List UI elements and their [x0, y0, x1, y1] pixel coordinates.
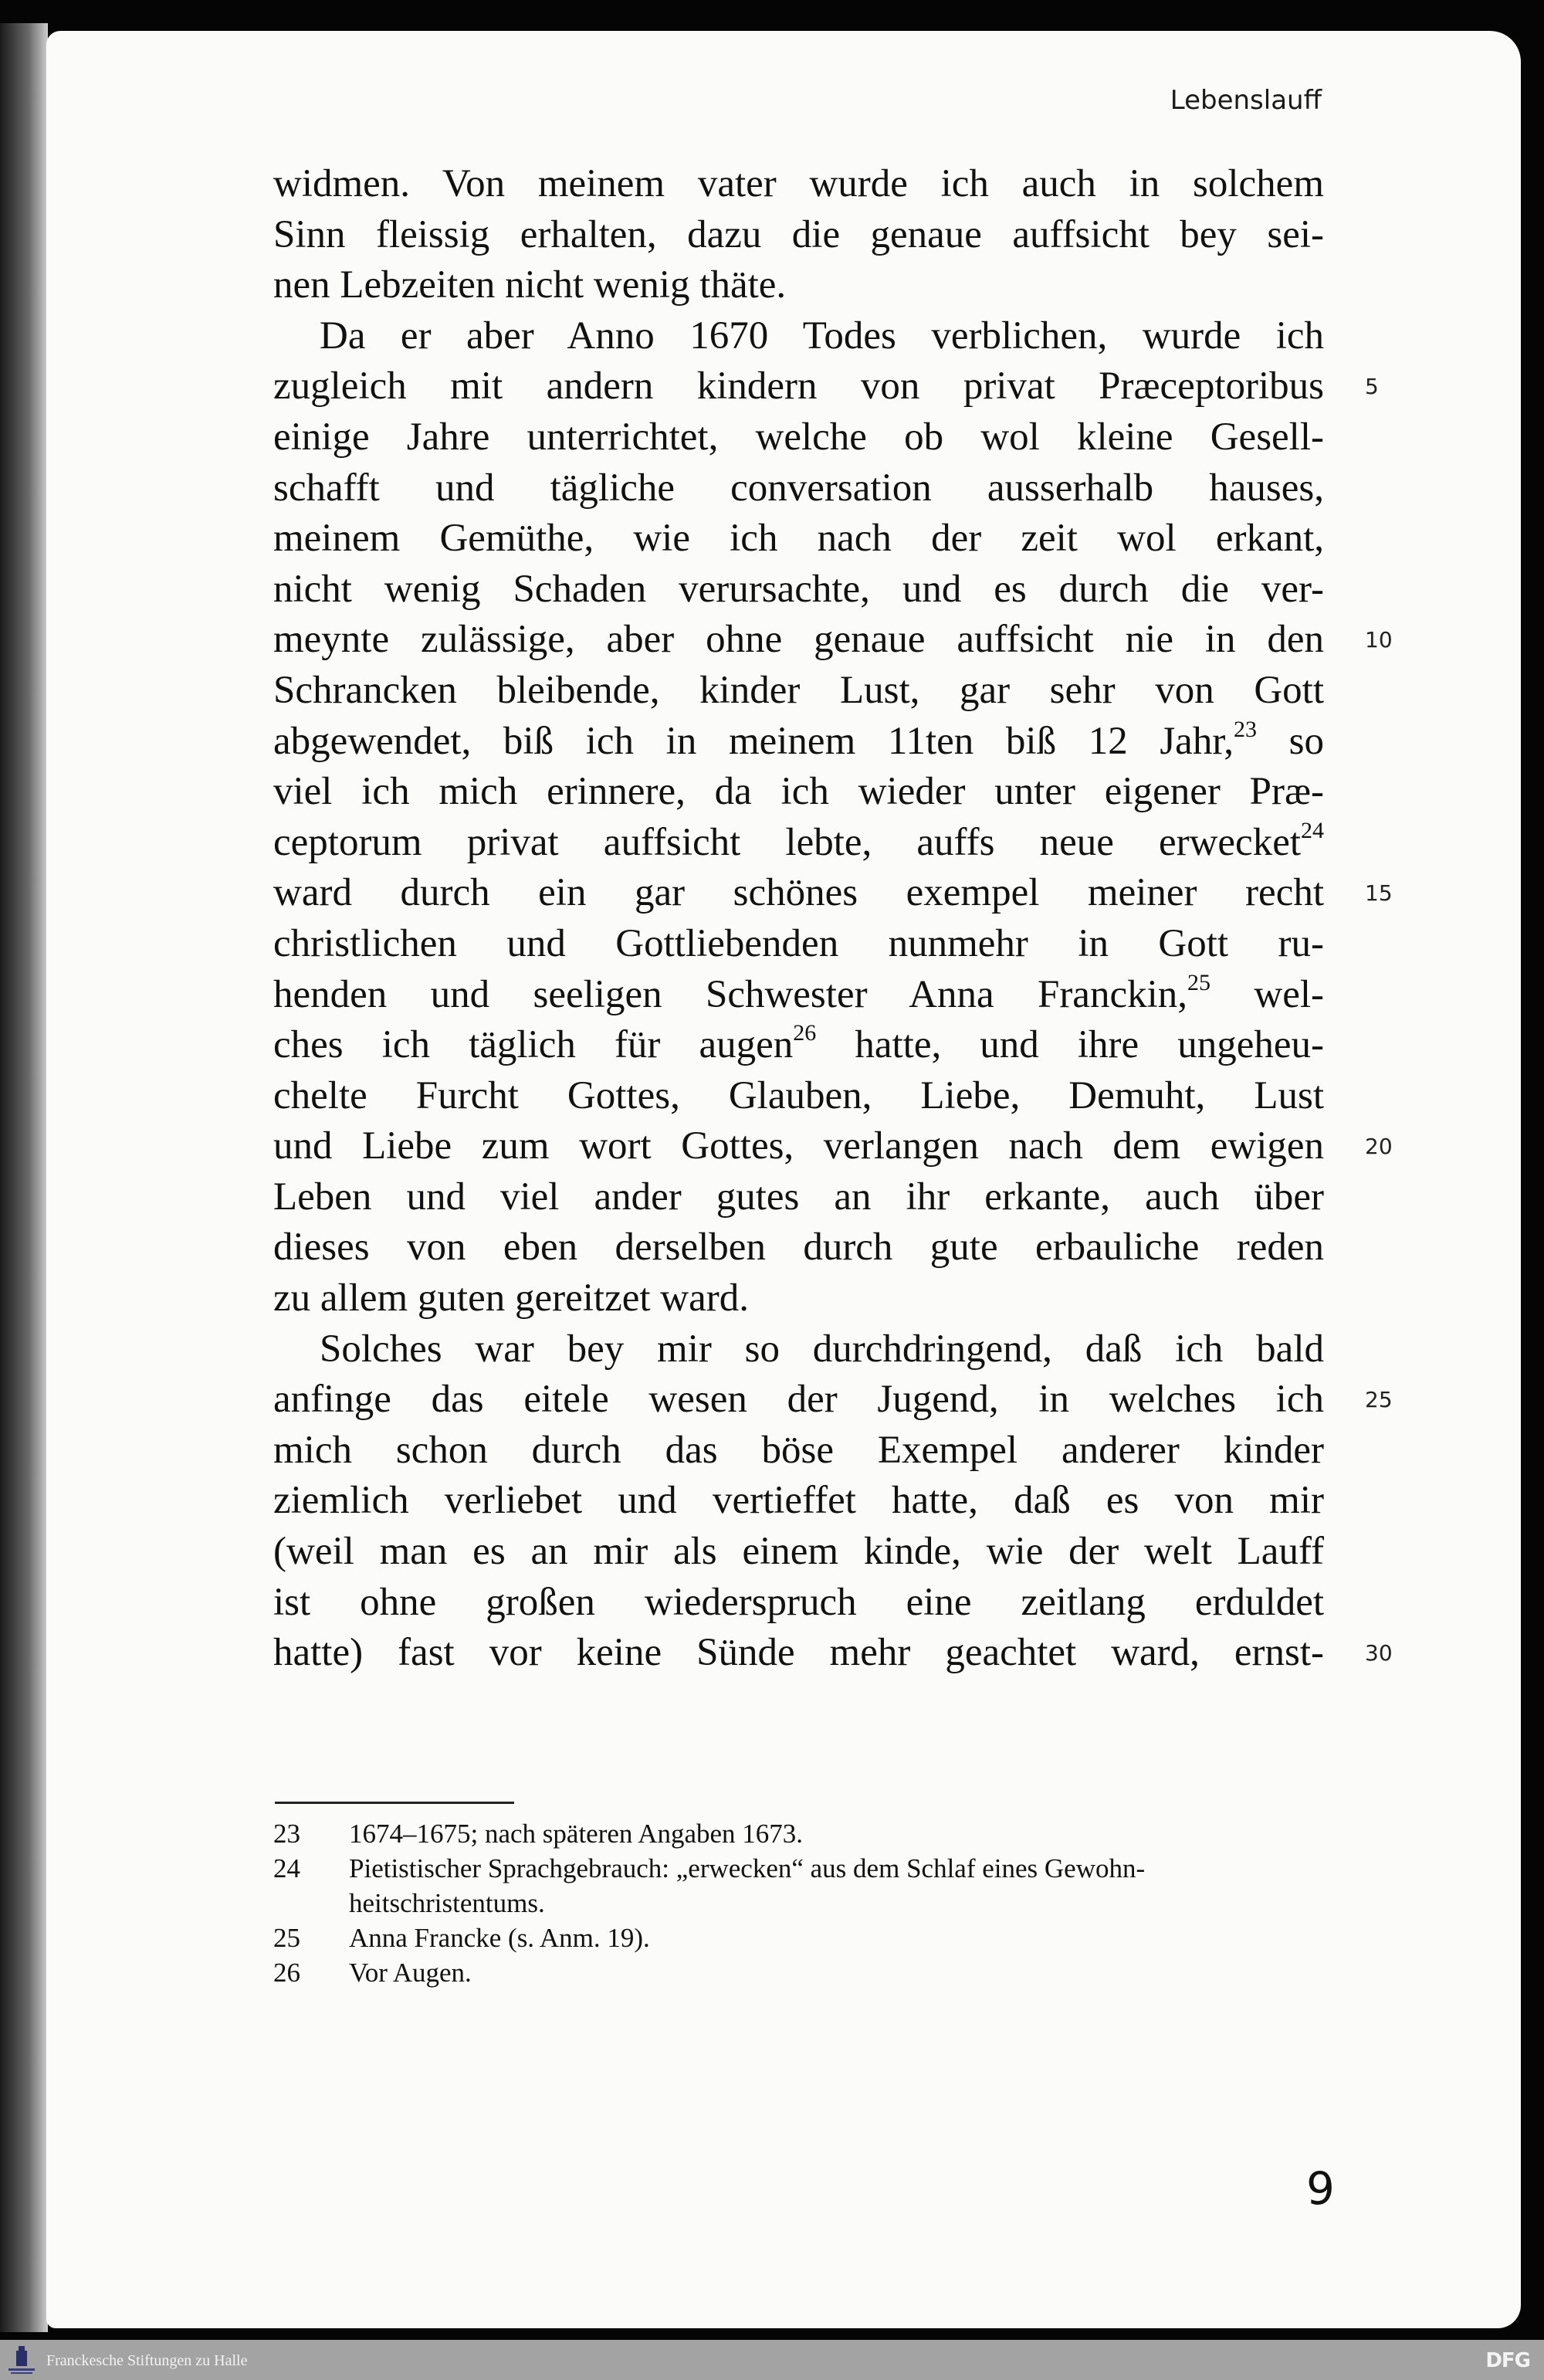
text-line [273, 1222, 1324, 1273]
footnote-text: Anna Francke (s. Anm. 19). [349, 1923, 650, 1953]
book-gutter [0, 23, 48, 2332]
institution-name[interactable]: Franckesche Stiftungen zu Halle [46, 2352, 248, 2369]
text-segment: so [1257, 719, 1324, 763]
footnote [273, 1886, 1354, 1921]
text-segment: ceptorum privat auffsicht lebte, auffs neue erwecket [273, 820, 1301, 864]
text-segment: anfinge das eitele wesen der Jugend, in welches ich [273, 1378, 1324, 1422]
text-line [273, 311, 1324, 362]
footnote-marker[interactable]: 26 [793, 1020, 817, 1046]
text-line [273, 717, 1324, 768]
text-line [273, 666, 1324, 717]
text-line [273, 970, 1324, 1021]
text-segment: Leben und viel ander gutes an ihr erkante, auch über [273, 1175, 1324, 1219]
text-segment: abgewendet, biß ich in meinem 11ten biß 12 Jahr, [273, 719, 1234, 763]
running-header: Lebenslauff [1170, 85, 1322, 116]
footnote-number: 23 [273, 1819, 300, 1849]
text-line [273, 868, 1393, 919]
institution-logo-icon [6, 2344, 37, 2375]
footnotes [273, 1816, 1354, 1990]
text-segment: hatte) fast vor keine Sünde mehr geachtet ward, ernst- [273, 1631, 1324, 1675]
text-line [273, 919, 1324, 970]
text-line [273, 818, 1324, 869]
text-line [273, 1324, 1324, 1375]
footnote-number: 26 [273, 1958, 300, 1988]
text-line [273, 412, 1324, 463]
text-segment: henden und seeligen Schwester Anna Franckin, [273, 972, 1187, 1016]
footnote-text: 1674–1675; nach späteren Angaben 1673. [349, 1819, 804, 1849]
footnote [273, 1851, 1354, 1886]
text-segment: ward durch ein gar schönes exempel meiner recht [273, 871, 1324, 915]
footnote-marker[interactable]: 25 [1187, 969, 1210, 995]
text-segment: mich schon durch das böse Exempel anderer kinder [273, 1428, 1324, 1472]
footnote [273, 1955, 1354, 1990]
text-line [273, 260, 1324, 311]
text-segment: ches ich täglich für augen [273, 1023, 794, 1067]
text-line [273, 615, 1393, 666]
line-number: 20 [1365, 1134, 1393, 1160]
text-segment: (weil man es an mir als einem kinde, wie der welt Lauff [273, 1530, 1324, 1574]
dfg-logo: DFG [1485, 2349, 1530, 2372]
text-line [273, 1628, 1393, 1679]
text-line [273, 361, 1379, 412]
text-segment: nen Lebzeiten nicht wenig thäte. [273, 263, 787, 307]
text-line [273, 1121, 1393, 1172]
text-line [273, 1527, 1324, 1578]
text-segment: und Liebe zum wort Gottes, verlangen nach dem ewigen [273, 1124, 1324, 1168]
text-line [273, 564, 1324, 615]
footnote-marker[interactable]: 24 [1301, 817, 1324, 843]
page-number: 9 [1306, 2162, 1335, 2215]
footnote-marker[interactable]: 23 [1234, 716, 1258, 742]
text-segment: viel ich mich erinnere, da ich wieder unter eigener Præ- [273, 770, 1324, 814]
text-segment: einige Jahre unterrichtet, welche ob wol kleine Gesell- [273, 415, 1324, 459]
text-line [273, 1476, 1324, 1527]
text-segment: meinem Gemüthe, wie ich nach der zeit wol erkant, [273, 517, 1324, 561]
line-number: 30 [1365, 1640, 1393, 1666]
text-segment: meynte zulässige, aber ohne genaue auffsicht nie in den [273, 618, 1324, 662]
line-number: 10 [1365, 627, 1393, 653]
text-segment: Solches war bey mir so durchdringend, daß ich bald [320, 1327, 1324, 1371]
text-segment: ziemlich verliebet und vertieffet hatte, daß es von mir [273, 1479, 1324, 1523]
text-segment: chelte Furcht Gottes, Glauben, Liebe, Demuht, Lust [273, 1073, 1324, 1117]
text-line [273, 463, 1324, 514]
footnote-number: 25 [273, 1923, 300, 1953]
text-segment: zugleich mit andern kindern von privat Præceptoribus [273, 364, 1324, 409]
text-line [273, 1578, 1324, 1629]
text-segment: zu allem guten gereitzet ward. [273, 1276, 749, 1321]
text-line [273, 1273, 1324, 1324]
text-line [273, 1426, 1324, 1476]
text-segment: ist ohne großen wiederspruch eine zeitlang erduldet [273, 1580, 1324, 1624]
text-line [273, 767, 1324, 818]
footnote-text: Vor Augen. [349, 1958, 472, 1988]
text-segment: dieses von eben derselben durch gute erbauliche reden [273, 1226, 1324, 1270]
text-segment: schafft und tägliche conversation ausserhalb hauses, [273, 466, 1324, 510]
footnote-text: Pietistischer Sprachgebrauch: „erwecken“ aus dem Schlaf eines Gewohn- [349, 1853, 1146, 1883]
line-number: 15 [1365, 880, 1393, 907]
footnote-text: heitschristentums. [349, 1888, 545, 1918]
text-segment: nicht wenig Schaden verursachte, und es durch die ver- [273, 567, 1324, 611]
text-segment: widmen. Von meinem vater wurde ich auch in solchem [273, 162, 1324, 205]
text-line [273, 514, 1324, 564]
footnote [273, 1921, 1354, 1955]
main-text [273, 159, 1393, 1679]
footnote-number: 24 [273, 1853, 300, 1883]
footnote-rule [275, 1802, 514, 1804]
text-line [273, 1172, 1324, 1223]
text-segment: christlichen und Gottliebenden nunmehr in Gott ru- [273, 921, 1324, 965]
text-segment: hatte, und ihre ungeheu- [816, 1023, 1324, 1067]
text-segment: Da er aber Anno 1670 Todes verblichen, wurde ich [320, 314, 1324, 358]
text-line [273, 1020, 1324, 1071]
footnote [273, 1816, 1354, 1851]
text-segment: Sinn fleissig erhalten, dazu die genaue auffsicht bey sei- [273, 212, 1324, 256]
text-line [273, 1375, 1393, 1426]
text-segment: Schrancken bleibende, kinder Lust, gar sehr von Gott [273, 668, 1324, 712]
text-line [273, 159, 1324, 210]
text-segment: wel- [1210, 972, 1324, 1016]
line-number: 5 [1365, 374, 1379, 400]
text-line [273, 210, 1324, 261]
line-number: 25 [1365, 1387, 1393, 1413]
text-line [273, 1071, 1324, 1122]
